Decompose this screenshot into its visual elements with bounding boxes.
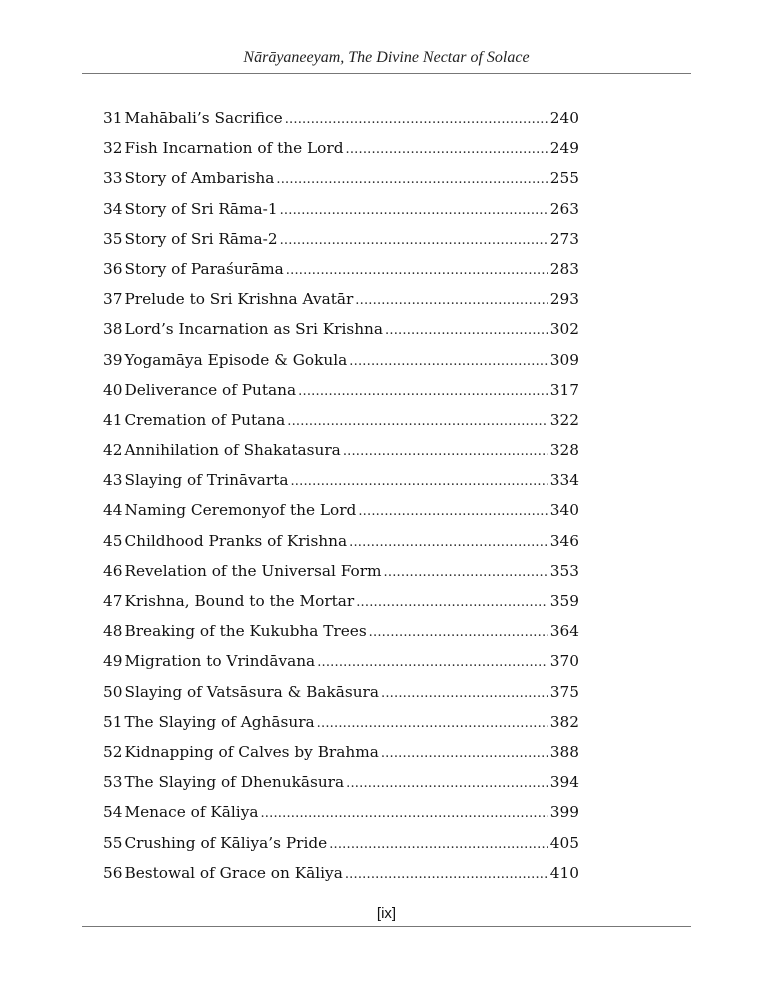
page-number: [ix]: [376, 905, 397, 922]
toc-entry-page: 364: [549, 622, 579, 641]
toc-entry: [103, 103, 579, 133]
toc-entry-title: Kidnapping of Calves by Brahma: [124, 742, 379, 761]
toc-entry-page: 334: [549, 471, 579, 490]
toc-entry-page: 388: [549, 742, 579, 761]
toc-dot-leader: [346, 135, 548, 165]
toc-entry-title: Story of Sri Rāma-2: [124, 229, 278, 248]
toc-entry: [103, 586, 579, 616]
toc-entry-number: 52: [103, 742, 123, 761]
toc-entry-number: 48: [103, 622, 123, 641]
toc-dot-leader: [356, 588, 548, 618]
toc-dot-leader: [317, 648, 548, 678]
toc-entry-number: 31: [103, 109, 123, 127]
toc-entry-page: 293: [549, 290, 579, 309]
toc-entry-number: 33: [103, 169, 123, 188]
toc-entry-title: Annihilation of Shakatasura: [124, 441, 341, 460]
toc-entry-title: Migration to Vrindāvana: [124, 652, 316, 671]
toc-dot-leader: [260, 799, 547, 829]
header-rule: [82, 73, 691, 74]
toc-entry: [103, 495, 579, 525]
toc-entry: [103, 526, 579, 556]
toc-dot-leader: [286, 256, 548, 286]
toc-dot-leader: [369, 618, 548, 648]
table-of-contents: [103, 103, 579, 888]
toc-entry-number: 40: [103, 380, 123, 399]
toc-entry-number: 36: [103, 259, 123, 278]
toc-entry-title: Krishna, Bound to the Mortar: [124, 592, 355, 610]
toc-entry-number: 55: [103, 833, 123, 852]
toc-entry: [103, 163, 579, 193]
toc-entry-title: Childhood Pranks of Krishna: [124, 531, 348, 550]
toc-entry: [103, 405, 579, 435]
toc-entry: [103, 224, 579, 254]
toc-dot-leader: [385, 316, 548, 346]
toc-entry-page: 302: [549, 320, 579, 339]
toc-dot-leader: [381, 679, 548, 709]
toc-entry-title: Prelude to Sri Krishna Avatār: [124, 290, 354, 309]
toc-entry-page: 263: [549, 199, 579, 218]
toc-entry-number: 53: [103, 773, 123, 792]
toc-dot-leader: [329, 830, 548, 860]
toc-entry: [103, 616, 579, 646]
toc-entry-number: 42: [103, 441, 123, 460]
toc-dot-leader: [358, 497, 547, 527]
toc-entry-number: 39: [103, 350, 123, 369]
toc-entry-page: 255: [549, 169, 579, 188]
toc-entry-number: 51: [103, 712, 123, 731]
toc-entry-title: Revelation of the Universal Form: [124, 561, 382, 580]
toc-dot-leader: [345, 860, 548, 890]
toc-entry-title: Fish Incarnation of the Lord: [124, 139, 344, 158]
toc-entry-page: 328: [549, 441, 579, 460]
toc-entry-number: 38: [103, 320, 123, 339]
toc-entry-title: Story of Paraśurāma: [124, 259, 284, 278]
toc-dot-leader: [276, 165, 547, 195]
toc-entry-number: 50: [103, 682, 123, 701]
toc-entry-number: 45: [103, 531, 123, 550]
toc-dot-leader: [381, 739, 548, 769]
toc-entry-page: 309: [549, 350, 579, 369]
toc-dot-leader: [355, 286, 548, 316]
toc-entry-number: 49: [103, 652, 123, 671]
toc-entry: [103, 858, 579, 888]
toc-entry-page: 359: [549, 592, 579, 610]
toc-entry-title: Slaying of Vatsāsura & Bakāsura: [124, 682, 379, 701]
toc-entry: [103, 284, 579, 314]
toc-entry: [103, 737, 579, 767]
toc-entry: [103, 375, 579, 405]
toc-dot-leader: [285, 105, 548, 135]
toc-entry: [103, 828, 579, 858]
toc-entry-page: 322: [549, 410, 579, 429]
toc-entry: [103, 133, 579, 163]
toc-entry-number: 46: [103, 561, 123, 580]
toc-entry-page: 370: [549, 652, 579, 671]
toc-entry-page: 394: [549, 773, 579, 792]
toc-entry-title: Deliverance of Putana: [124, 380, 297, 399]
toc-entry: [103, 556, 579, 586]
toc-entry-number: 56: [103, 863, 123, 882]
toc-entry: [103, 314, 579, 344]
toc-entry: [103, 435, 579, 465]
toc-entry-page: 382: [549, 712, 579, 731]
toc-entry-page: 283: [549, 259, 579, 278]
footer-rule: [82, 926, 691, 927]
toc-entry-title: Menace of Kāliya: [124, 803, 259, 822]
toc-entry: [103, 707, 579, 737]
toc-entry-title: Mahābali’s Sacrifice: [124, 109, 283, 127]
toc-entry-page: 240: [549, 109, 579, 127]
toc-entry-page: 353: [549, 561, 579, 580]
toc-entry-title: Story of Ambarisha: [124, 169, 275, 188]
toc-dot-leader: [298, 377, 548, 407]
toc-entry-number: 37: [103, 290, 123, 309]
toc-entry: [103, 646, 579, 676]
toc-entry-page: 340: [549, 501, 579, 520]
toc-dot-leader: [287, 407, 548, 437]
toc-entry-title: Slaying of Trināvarta: [124, 471, 289, 490]
toc-entry-page: 410: [549, 863, 579, 882]
toc-entry-number: 41: [103, 410, 123, 429]
toc-entry-title: Yogamāya Episode & Gokula: [124, 350, 348, 369]
toc-dot-leader: [349, 528, 548, 558]
toc-entry: [103, 465, 579, 495]
toc-entry-title: The Slaying of Dhenukāsura: [124, 773, 345, 792]
toc-entry-number: 34: [103, 199, 123, 218]
toc-entry-number: 54: [103, 803, 123, 822]
toc-dot-leader: [280, 196, 548, 226]
toc-dot-leader: [280, 226, 548, 256]
toc-entry-page: 273: [549, 229, 579, 248]
toc-dot-leader: [343, 437, 548, 467]
running-header-title: Nārāyaneeyam, The Divine Nectar of Solace: [243, 49, 530, 66]
toc-entry-page: 249: [549, 139, 579, 158]
toc-entry-title: Lord’s Incarnation as Sri Krishna: [124, 320, 384, 339]
toc-entry: [103, 677, 579, 707]
toc-entry-number: 44: [103, 501, 123, 520]
toc-entry-number: 43: [103, 471, 123, 490]
toc-dot-leader: [346, 769, 548, 799]
toc-dot-leader: [384, 558, 548, 588]
toc-entry: [103, 194, 579, 224]
toc-entry: [103, 767, 579, 797]
toc-entry-title: Breaking of the Kukubha Trees: [124, 622, 367, 641]
toc-entry-title: Naming Ceremonyof the Lord: [124, 501, 357, 520]
toc-entry-page: 405: [549, 833, 579, 852]
toc-entry-page: 399: [549, 803, 579, 822]
toc-entry-title: Bestowal of Grace on Kāliya: [124, 863, 343, 882]
toc-entry-number: 47: [103, 592, 123, 610]
toc-dot-leader: [290, 467, 547, 497]
toc-entry-page: 317: [549, 380, 579, 399]
toc-entry: [103, 254, 579, 284]
toc-entry-number: 32: [103, 139, 123, 158]
toc-entry-title: Cremation of Putana: [124, 410, 286, 429]
toc-entry-title: Crushing of Kāliya’s Pride: [124, 833, 328, 852]
toc-entry-title: The Slaying of Aghāsura: [124, 712, 315, 731]
toc-dot-leader: [349, 347, 548, 377]
toc-entry-number: 35: [103, 229, 123, 248]
toc-entry-page: 375: [549, 682, 579, 701]
toc-entry-page: 346: [549, 531, 579, 550]
toc-entry: [103, 797, 579, 827]
toc-dot-leader: [317, 709, 548, 739]
toc-entry-title: Story of Sri Rāma-1: [124, 199, 278, 218]
toc-entry: [103, 345, 579, 375]
